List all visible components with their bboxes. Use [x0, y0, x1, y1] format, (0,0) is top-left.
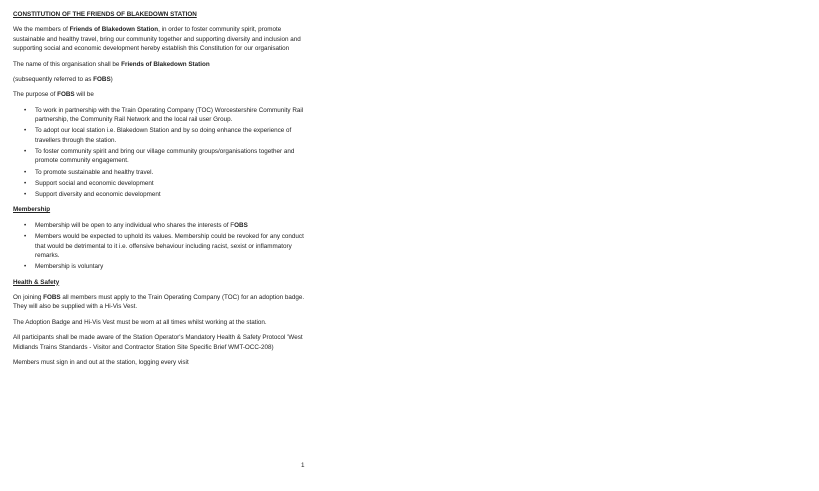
intro-paragraph: [13, 25, 313, 53]
intro-org-name: Friends of Blakedown Station: [69, 26, 159, 34]
health-text-rest: all members must apply to the Train Operating Company (TOC) for an adoption badge. They will also be supplied with a Hi-Vis Vest.: [13, 293, 305, 311]
document-body: [13, 10, 313, 373]
health-text: On joining: [13, 293, 44, 301]
health-safety-heading: Health & Safety: [13, 278, 60, 286]
referred-paragraph: [13, 75, 313, 84]
purpose-intro-paragraph: [13, 90, 313, 99]
list-item: • Support social and economic development: [35, 179, 313, 188]
health-paragraph-3: All participants shall be made aware of the Station Operator's Mandatory Health & Safety Protocol 'West Midlands Trains Standards - Visitor and Contractor Station Site Specific Brief WMT-OCC-208): [13, 334, 303, 351]
list-item: [35, 232, 313, 260]
purpose-intro-rest: will be: [74, 91, 94, 99]
intro-text: We the members of: [13, 26, 70, 34]
intro-text-rest: , in order to foster community spirit, promote sustainable and healthy travel, bring our community together and supporting diversity and inclusion and supporting social and economic development hereby establish this Constitution for our organisation: [13, 26, 301, 53]
membership-list: [13, 221, 313, 272]
membership-text: Members would be expected to uphold its values. Membership could be revoked for any conduct that would be detrimental to it i.e. offensive behaviour including racist, sexist or inflammatory remarks.: [35, 233, 304, 259]
referred-abbrev: FOBS: [93, 76, 111, 84]
list-item: • Support diversity and economic development: [35, 190, 313, 199]
membership-text: Membership is voluntary: [35, 263, 104, 271]
membership-abbrev: OBS: [234, 221, 248, 229]
purpose-intro-text: The purpose of: [13, 91, 58, 99]
membership-heading: Membership: [13, 206, 51, 214]
list-item: • To promote sustainable and healthy travel.: [35, 168, 313, 177]
list-item: [35, 221, 313, 230]
referred-text: (subsequently referred to as: [13, 76, 94, 84]
name-org: Friends of Blakedown Station: [121, 60, 210, 68]
purpose-intro-abbrev: FOBS: [57, 91, 75, 99]
referred-close: ): [110, 76, 113, 84]
health-paragraph-4: Members must sign in and out at the station, logging every visit: [13, 358, 189, 366]
name-paragraph: [13, 60, 313, 69]
list-item: [35, 262, 313, 271]
document-title: CONSTITUTION OF THE FRIENDS OF BLAKEDOWN STATION: [13, 11, 197, 18]
list-item: • To adopt our local station i.e. Blakedown Station and by so doing enhance the experience of travellers through the station.: [35, 126, 313, 145]
purpose-list: [13, 106, 313, 200]
name-text: The name of this organisation shall be: [13, 60, 122, 68]
list-item: • To work in partnership with the Train Operating Company (TOC) Worcestershire Community Rail partnership, the Community Rail Network and the local rail user Group.: [35, 106, 313, 125]
health-paragraph-2: The Adoption Badge and Hi-Vis Vest must be worn at all times whilst working at the station.: [13, 318, 267, 326]
health-paragraph-1: [13, 293, 313, 312]
page-number: 1: [301, 462, 305, 469]
health-abbrev: FOBS: [43, 293, 61, 301]
membership-text: Membership will be open to any individual who shares the interests of F: [35, 221, 235, 229]
list-item: • To foster community spirit and bring our village community groups/organisations together and promote community engagement.: [35, 147, 313, 166]
